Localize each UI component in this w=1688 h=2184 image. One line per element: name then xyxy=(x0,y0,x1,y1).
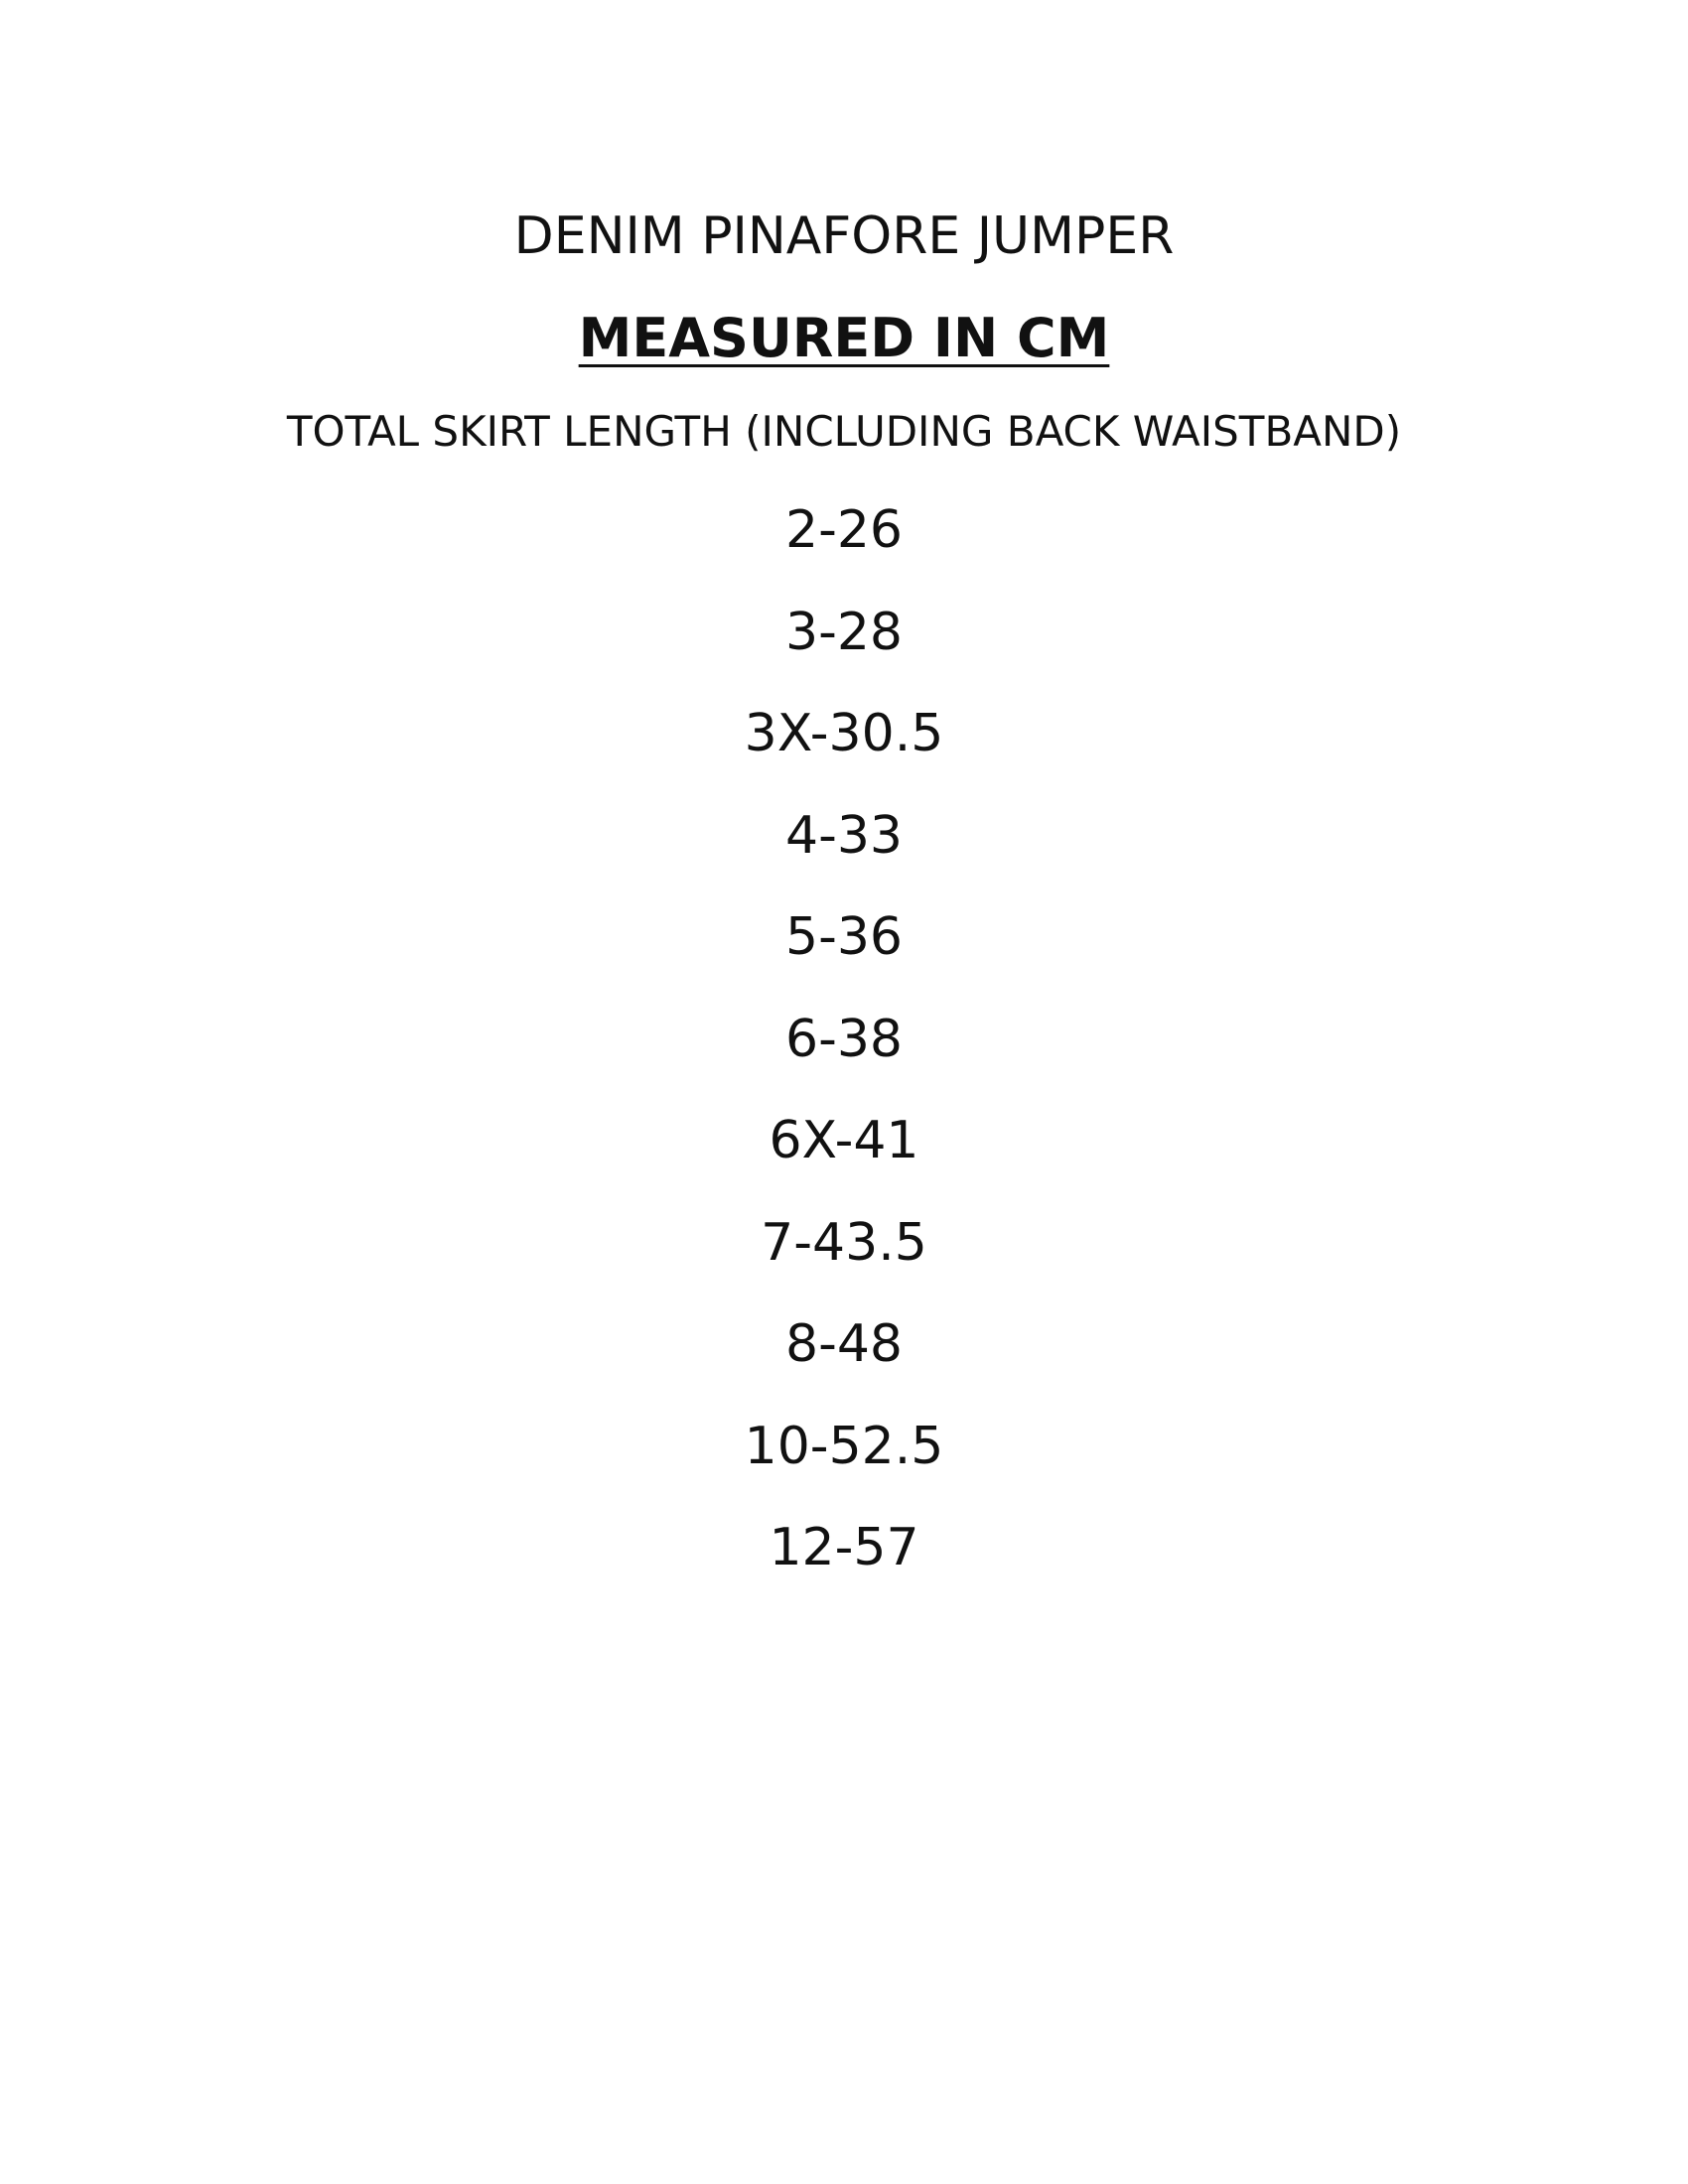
size-length-item: 2-26 xyxy=(784,500,903,560)
size-length-item: 8-48 xyxy=(784,1314,903,1374)
size-length-item: 7-43.5 xyxy=(761,1212,927,1273)
size-length-item: 4-33 xyxy=(784,805,903,866)
size-length-item: 3X-30.5 xyxy=(744,704,944,763)
size-length-list xyxy=(0,500,1688,1624)
size-length-item: 12-57 xyxy=(769,1518,919,1577)
measurement-caption: TOTAL SKIRT LENGTH (INCLUDING BACK WAISTBAND) xyxy=(286,407,1402,456)
document-subtitle: MEASURED IN CM xyxy=(578,307,1110,369)
size-length-item: 3-28 xyxy=(784,602,903,662)
size-length-item: 5-36 xyxy=(784,907,903,967)
document-title: DENIM PINAFORE JUMPER xyxy=(513,206,1175,266)
size-length-item: 6X-41 xyxy=(769,1111,919,1170)
size-length-item: 6-38 xyxy=(784,1009,903,1069)
size-length-item: 10-52.5 xyxy=(744,1416,944,1476)
